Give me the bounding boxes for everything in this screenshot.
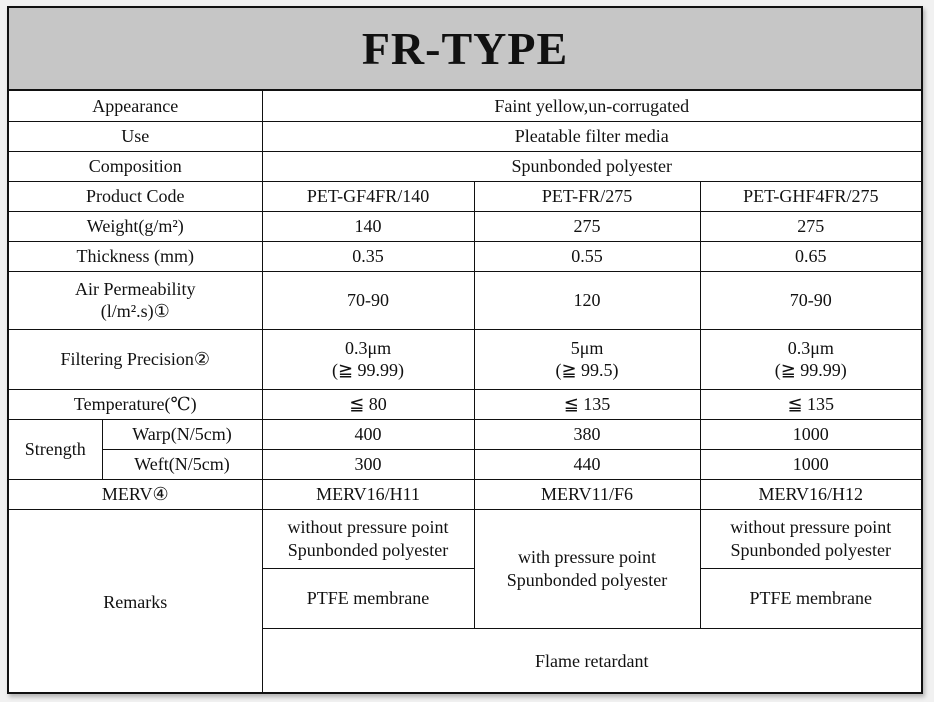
air-permeability-label-line1: Air Permeability — [75, 278, 196, 299]
remarks-3-text — [700, 509, 921, 568]
precision-size-2: 5μm — [570, 337, 604, 358]
precision-size-1: 0.3μm — [344, 337, 392, 358]
merv-label: MERV④ — [9, 479, 262, 509]
air-permeability-label — [9, 271, 262, 329]
product-code-2: PET-FR/275 — [474, 181, 700, 211]
use-value: Pleatable filter media — [262, 121, 921, 151]
composition-value: Spunbonded polyester — [262, 151, 921, 181]
row-temperature — [9, 389, 921, 419]
thickness-1: 0.35 — [262, 241, 474, 271]
precision-eff-1: (≧ 99.99) — [331, 360, 405, 380]
product-code-3: PET-GHF4FR/275 — [700, 181, 921, 211]
air-permeability-label-line2: (l/m².s)① — [100, 301, 170, 321]
temperature-2: ≦ 135 — [474, 389, 700, 419]
filtering-precision-label: Filtering Precision② — [9, 329, 262, 389]
appearance-value: Faint yellow,un-corrugated — [262, 91, 921, 121]
precision-size-3: 0.3μm — [787, 337, 834, 358]
row-thickness — [9, 241, 921, 271]
row-strength-weft — [9, 449, 921, 479]
weft-label: Weft(N/5cm) — [102, 449, 262, 479]
air-permeability-3: 70-90 — [700, 271, 921, 329]
merv-2: MERV11/F6 — [474, 479, 700, 509]
remarks-3-membrane: PTFE membrane — [700, 568, 921, 628]
row-merv — [9, 479, 921, 509]
product-code-label: Product Code — [9, 181, 262, 211]
row-appearance — [9, 91, 921, 121]
weight-2: 275 — [474, 211, 700, 241]
remarks-1-membrane: PTFE membrane — [262, 568, 474, 628]
spec-table — [9, 91, 921, 694]
remarks-2-text — [474, 509, 700, 628]
weight-label: Weight(g/m²) — [9, 211, 262, 241]
precision-eff-2: (≧ 99.5) — [555, 360, 619, 380]
row-filtering-precision — [9, 329, 921, 389]
filtering-precision-3 — [700, 329, 921, 389]
sheet-title: FR-TYPE — [9, 8, 921, 91]
thickness-label: Thickness (mm) — [9, 241, 262, 271]
row-composition — [9, 151, 921, 181]
row-product-code — [9, 181, 921, 211]
weight-3: 275 — [700, 211, 921, 241]
filtering-precision-2 — [474, 329, 700, 389]
warp-3: 1000 — [700, 419, 921, 449]
precision-eff-3: (≧ 99.99) — [774, 360, 847, 380]
row-strength-warp — [9, 419, 921, 449]
thickness-3: 0.65 — [700, 241, 921, 271]
weft-2: 440 — [474, 449, 700, 479]
product-code-1: PET-GF4FR/140 — [262, 181, 474, 211]
temperature-1: ≦ 80 — [262, 389, 474, 419]
row-air-permeability — [9, 271, 921, 329]
filtering-precision-1 — [262, 329, 474, 389]
row-use — [9, 121, 921, 151]
remarks-1-line2: Spunbonded polyester — [287, 539, 449, 560]
weft-3: 1000 — [700, 449, 921, 479]
temperature-label: Temperature(℃) — [9, 389, 262, 419]
temperature-3: ≦ 135 — [700, 389, 921, 419]
merv-3: MERV16/H12 — [700, 479, 921, 509]
remarks-1-line1: without pressure point — [287, 517, 449, 537]
row-remarks-a — [9, 509, 921, 568]
remarks-2-line2: Spunbonded polyester — [506, 569, 668, 590]
remarks-3-line1: without pressure point — [730, 517, 892, 537]
warp-label: Warp(N/5cm) — [102, 419, 262, 449]
air-permeability-1: 70-90 — [262, 271, 474, 329]
remarks-2-line1: with pressure point — [518, 547, 656, 567]
thickness-2: 0.55 — [474, 241, 700, 271]
air-permeability-2: 120 — [474, 271, 700, 329]
remarks-3-line2: Spunbonded polyester — [730, 539, 892, 560]
remarks-1-text — [262, 509, 474, 568]
appearance-label: Appearance — [9, 91, 262, 121]
weight-1: 140 — [262, 211, 474, 241]
merv-1: MERV16/H11 — [262, 479, 474, 509]
warp-1: 400 — [262, 419, 474, 449]
strength-label: Strength — [9, 419, 102, 479]
remarks-label: Remarks — [9, 509, 262, 694]
row-weight — [9, 211, 921, 241]
remarks-flame-retardant: Flame retardant — [262, 628, 921, 694]
spec-sheet — [7, 6, 923, 694]
composition-label: Composition — [9, 151, 262, 181]
weft-1: 300 — [262, 449, 474, 479]
use-label: Use — [9, 121, 262, 151]
warp-2: 380 — [474, 419, 700, 449]
